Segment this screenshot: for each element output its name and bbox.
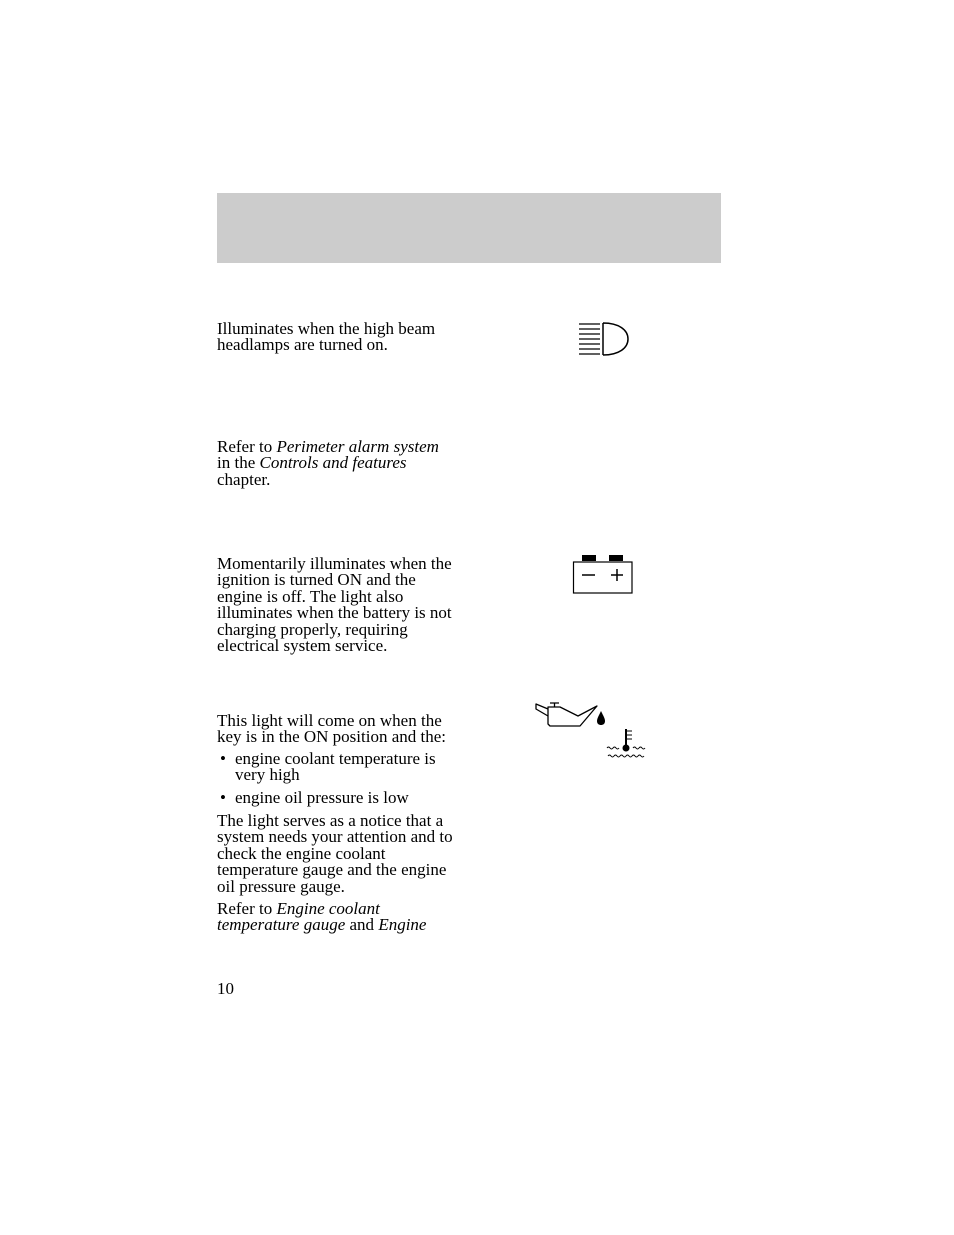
page-number-text: 10	[217, 979, 234, 998]
text-segment: and	[345, 915, 379, 935]
battery-terminal	[582, 555, 596, 561]
text-segment: in the	[217, 453, 260, 473]
high-beam-description	[217, 321, 435, 354]
text-line: electrical system service.	[217, 635, 388, 655]
text-line	[217, 469, 439, 489]
engine-warning-intro	[217, 713, 446, 746]
battery-body	[574, 562, 633, 593]
high-beam-icon	[576, 320, 632, 358]
bullet-marker: •	[220, 749, 226, 768]
text-line: engine coolant temperature is	[235, 749, 436, 768]
text-line: oil pressure gauge.	[217, 876, 345, 896]
thermometer-bulb	[623, 745, 630, 752]
engine-warning-notice	[217, 813, 453, 895]
oil-can-handle	[536, 704, 548, 716]
italic-reference: Engine	[378, 915, 427, 935]
battery-terminal	[609, 555, 623, 561]
text-line: charging properly, requiring	[217, 619, 408, 639]
battery-icon	[571, 553, 635, 595]
section-header-bar	[217, 193, 721, 263]
text-segment: chapter.	[217, 469, 271, 489]
coolant-temperature-icon	[604, 726, 648, 762]
alarm-reference	[217, 439, 439, 488]
oil-can-body	[548, 706, 597, 726]
bullet-item	[217, 790, 409, 806]
italic-reference: Controls and features	[259, 453, 407, 473]
italic-reference: temperature gauge	[217, 915, 346, 935]
text-line: system needs your attention and to	[217, 827, 453, 847]
text-line	[217, 917, 426, 933]
text-line: engine is off. The light also	[217, 586, 404, 606]
engine-gauge-reference	[217, 901, 426, 934]
page-number	[217, 981, 234, 997]
text-segment: Refer to	[217, 899, 277, 918]
text-segment: Refer to	[217, 437, 277, 456]
italic-reference: Perimeter alarm system	[276, 437, 439, 456]
text-line: Illuminates when the high beam	[217, 319, 436, 338]
text-line: headlamps are turned on.	[217, 335, 388, 355]
text-line: Momentarily illuminates when the	[217, 554, 452, 573]
text-line: illuminates when the battery is not	[217, 603, 452, 623]
italic-reference: Engine coolant	[276, 899, 380, 918]
text-line: The light serves as a notice that a	[217, 811, 444, 830]
text-line: very high	[235, 765, 300, 785]
plus-sign	[611, 569, 623, 581]
thermometer-ticks	[627, 731, 632, 739]
text-line: temperature gauge and the engine	[217, 860, 447, 880]
text-line: check the engine coolant	[217, 843, 386, 863]
oil-can-icon	[532, 700, 608, 730]
text-line: ignition is turned ON and the	[217, 570, 416, 590]
bullet-marker: •	[220, 788, 226, 807]
text-line: engine oil pressure is low	[235, 788, 409, 807]
text-line: This light will come on when the	[217, 711, 442, 730]
text-line: key is in the ON position and the:	[217, 727, 447, 747]
bullet-item	[217, 751, 436, 784]
oil-drop	[597, 711, 605, 725]
battery-description	[217, 556, 452, 654]
